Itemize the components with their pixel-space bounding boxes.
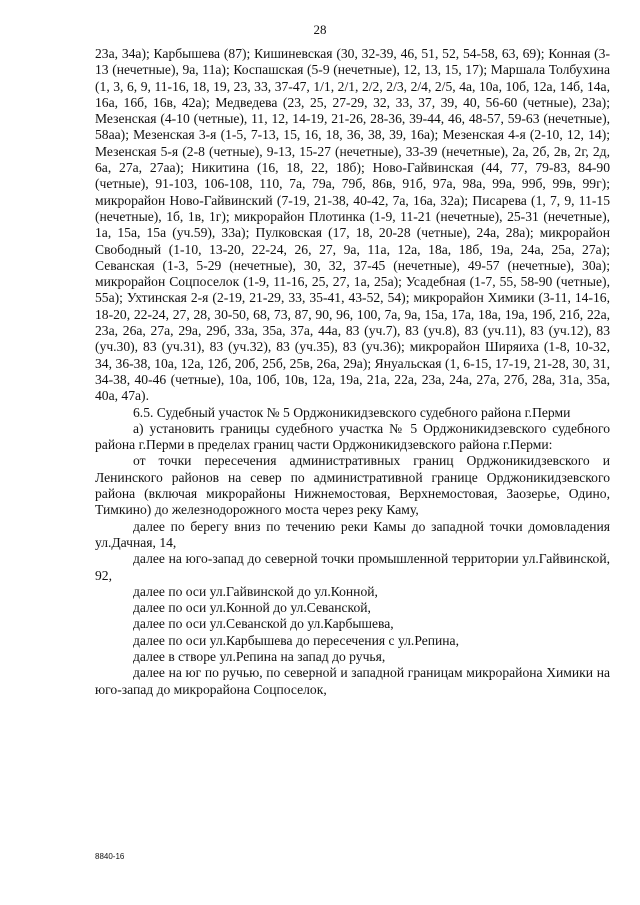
paragraph: а) установить границы судебного участка № 5 Орджоникидзевского судебного района г.Перми в пределах границ части Орджоникидзевского района г.Перми: xyxy=(95,420,610,453)
paragraph: далее на юго-запад до северной точки промышленной территории ул.Гайвинской, 92, xyxy=(95,551,610,583)
paragraph: далее по оси ул.Карбышева до пересечения с ул.Репина, xyxy=(133,632,459,648)
paragraph: далее по оси ул.Гайвинской до ул.Конной, xyxy=(133,583,378,599)
paragraph: далее на юг по ручью, по северной и западной границам микрорайона Химики на юго-запад до микрорайона Соцпоселок, xyxy=(95,665,610,697)
paragraph: от точки пересечения административных границ Орджоникидзевского и Ленинского районов на север по административной границе Орджоникидзевского района (включая микрорайоны Нижнемостовая, Верхнемостовая, Заозерье, Одино, Тимкино) до железнодорожного моста через реку Каму, xyxy=(95,453,610,518)
page-number: 28 xyxy=(313,22,327,37)
section-heading: 6.5. Судебный участок № 5 Орджоникидзевского судебного района г.Перми xyxy=(133,404,571,420)
paragraph: далее по берегу вниз по течению реки Камы до западной точки домовладения ул.Дачная, 14, xyxy=(95,518,610,550)
street-list-paragraph: 23а, 34а); Карбышева (87); Кишиневская (30, 32-39, 46, 51, 52, 54-58, 63, 69); Конная (3-13 (нечетные), 9а, 11а); Коспашская (5-9 (нечетные), 12, 13, 15, 17); Маршала Толбухина (1, 3, 6, 9, 11-16, 18, 19, 23, 33, 37-47, 1/1, 2/1, 2/2, 2/3, 2/4, 2/5, 4а, 10а, 10б, 12а, 14б, 14а, 16а, 16б, 16в, 42а); Медведева (23, 25, 27-29, 32, 33, 37, 39, 40, 56-60 (четные), 23а); Мезенская (4-10 (четные), 11, 12, 14-19, 21-26, 28-36, 39-44, 46, 48-57, 59-63 (нечетные), 58аа); Мезенская 3-я (1-5, 7-13, 15, 16, 18, 36, 38, 39, 16а); Мезенская 4-я (2-10, 12, 14); Мезенская 5-я (2-8 (четные), 9-13, 15-27 (нечетные), 33-39 (нечетные), 2а, 2б, 2в, 2г, 2д, 6а, 27а, 27аа); Никитина (16, 18, 22, 18б); Ново-Гайвинская (44, 77, 79-83, 84-90 (четные), 91-103, 106-108, 110, 7а, 79а, 79б, 86в, 91б, 97а, 98а, 99а, 99б, 99в, 99г); микрорайон Ново-Гайвинский (7-19, 21-38, 40-42, 7а, 16а, 32а); Писарева (1, 7, 9, 11-15 (нечетные), 1б, 1в, 1г); микрорайон Плотинка (1-9, 11-21 (нечетные), 25-31 (нечетные), 1а, 15а, 15а (уч.59), 33а); Пулковская (17, 18, 20-28 (четные), 24а, 28а); микрорайон Свободный (1-10, 13-20, 22-24, 26, 27, 9а, 11а, 12а, 18а, 18б, 19а, 24а, 25а, 27а); Севанская (1-3, 5-29 (нечетные), 30, 32, 37-45 (нечетные), 49-57 (нечетные), 30а); микрорайон Соцпоселок (1-9, 11-16, 25, 27, 1а, 25а); Усадебная (1-7, 55, 58-90 (четные), 55а); Ухтинская 2-я (2-19, 21-29, 33, 35-41, 43-52, 54); микрорайон Химики (3-11, 14-16, 18-20, 22-24, 27, 28, 30-50, 68, 73, 87, 90, 96, 100, 7а, 9а, 15а, 17а, 18а, 19а, 19б, 21б, 22а, 23а, 26а, 27а, 29а, 29б, 33а, 35а, 37а, 44а, 83 (уч.7), 83 (уч.8), 83 (уч.11), 83 (уч.12), 83 (уч.30), 83 (уч.31), 83 (уч.32), 83 (уч.35), 83 (уч.36); микрорайон Шиpяиха (1-8, 10-32, 34, 36-38, 10а, 12а, 12б, 20б, 25б, 25в, 26а, 29а); Януальская (1, 6-15, 17-19, 21-28, 30, 31, 34-38, 40-46 (четные), 10а, 10б, 10в, 12а, 19а, 21а, 22а, 23а, 24а, 27а, 27б, 28а, 31а, 35а, 40а, 47а). xyxy=(95,46,610,404)
paragraph: далее в створе ул.Репина на запад до ручья, xyxy=(133,648,386,664)
document-code: 8840-16 xyxy=(95,852,125,861)
paragraph: далее по оси ул.Севанской до ул.Карбышева, xyxy=(133,616,394,632)
document-body xyxy=(95,46,610,698)
paragraph: далее по оси ул.Конной до ул.Севанской, xyxy=(133,600,371,616)
